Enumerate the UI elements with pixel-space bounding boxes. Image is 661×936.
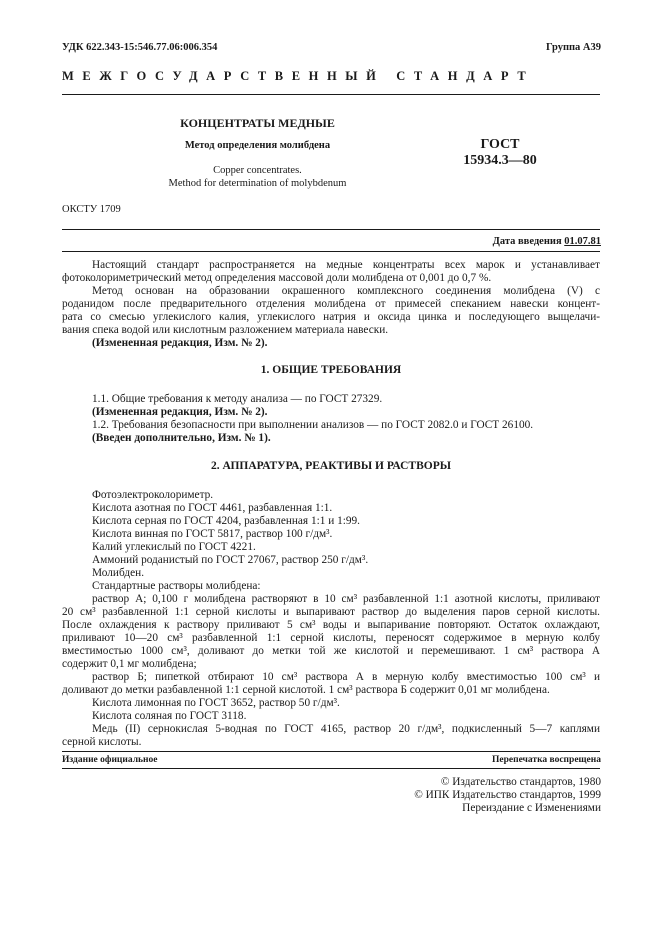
section1-heading: 1. ОБЩИЕ ТРЕБОВАНИЯ (260, 364, 402, 376)
date-value: 01.07.81 (564, 236, 601, 247)
intro-p2-line1: Метод основан на образовании окрашенного комплексного соединения молибдена (V) с (92, 285, 600, 297)
copyright-1980: © Издательство стандартов, 1980 (440, 776, 601, 788)
solution-a-line5: вместимостью 1000 см³, доливают до метки той же кислотой и перемешивают. 1 см³ раствора А (62, 645, 600, 657)
solution-a-line6: содержит 0,1 мг молибдена; (62, 658, 197, 670)
reagent-item: Кислота соляная по ГОСТ 3118. (92, 710, 247, 722)
title-divider (62, 229, 600, 230)
footer-divider-bottom (62, 768, 600, 769)
reagent-item: Аммоний роданистый по ГОСТ 27067, раствор 250 г/дм³. (92, 554, 369, 566)
header-divider (62, 94, 600, 95)
gost-number: 15934.3—80 (463, 153, 537, 168)
title-ru-main: КОНЦЕНТРАТЫ МЕДНЫЕ (180, 116, 335, 130)
intro-p2-line3: рата со смесью углекислого калия, углекислого натрия и оксида цинка и последующего выщелачи- (62, 311, 600, 323)
reagent-item: Кислота азотная по ГОСТ 4461, разбавленная 1:1. (92, 502, 333, 514)
reprint-prohibited: Перепечатка воспрещена (491, 755, 601, 765)
standard-banner: МЕЖГОСУДАРСТВЕННЫЙ СТАНДАРТ (62, 69, 535, 83)
section1-edit1: (Измененная редакция, Изм. № 2). (92, 406, 268, 418)
copyright-1999: © ИПК Издательство стандартов, 1999 (414, 789, 601, 801)
title-en-line2: Method for determination of molybdenum (168, 178, 347, 189)
reagent-item: Молибден. (92, 567, 145, 579)
date-divider (62, 251, 600, 252)
solution-a-line3: После охлаждения к раствору приливают 5 см³ воды и выпаривание повторяют. Остаток охлаждают, (62, 619, 600, 631)
title-en-line1: Copper concentrates. (213, 165, 302, 176)
solution-b-line1: раствор Б; пипеткой отбирают 10 см³ раствора А в мерную колбу вместимостью 100 см³ и (92, 671, 600, 683)
date-label: Дата введения (492, 236, 562, 247)
introduction-date (493, 236, 601, 247)
reissue-note: Переиздание с Изменениями (462, 802, 601, 814)
reagent-item: Фотоэлектроколориметр. (92, 489, 214, 501)
group-code: Группа А39 (545, 42, 601, 53)
intro-p2-line2: роданидом после предварительного отделения молибдена от примесей спеканием навески концент- (62, 298, 600, 310)
udk-code: УДК 622.343-15:546.77.06:006.354 (62, 42, 218, 53)
section1-item1: 1.1. Общие требования к методу анализа — по ГОСТ 27329. (92, 393, 383, 405)
intro-edit-note: (Измененная редакция, Изм. № 2). (92, 337, 268, 349)
reagent-item: Стандартные растворы молибдена: (92, 580, 261, 592)
intro-p1-line1: Настоящий стандарт распространяется на медные концентраты всех марок и устанавливает (92, 259, 600, 271)
section2-heading: 2. АППАРАТУРА, РЕАКТИВЫ И РАСТВОРЫ (210, 460, 452, 472)
footer-divider (62, 751, 600, 752)
section1-edit2: (Введен дополнительно, Изм. № 1). (92, 432, 271, 444)
intro-p1-line2: фотоколориметрический метод определения массовой доли молибдена от 0,001 до 0,7 %. (62, 272, 492, 284)
intro-p2-line4: вания спека водой или кислотным разложением материала навески. (62, 324, 389, 336)
solution-a-line2: 20 см³ разбавленной 1:1 серной кислоты и выпаривают раствор до выделения паров серной кислоты. (62, 606, 600, 618)
solution-a-line1: раствор А; 0,100 г молибдена растворяют в 10 см³ разбавленной 1:1 азотной кислоты, приливают (92, 593, 600, 605)
title-ru-sub: Метод определения молибдена (184, 140, 331, 151)
reagent-item: Кислота винная по ГОСТ 5817, раствор 100 г/дм³. (92, 528, 333, 540)
reagent-item: Кислота серная по ГОСТ 4204, разбавленная 1:1 и 1:99. (92, 515, 360, 527)
official-edition: Издание официальное (62, 755, 158, 765)
solution-a-line4: приливают 10—20 см³ разбавленной 1:1 серной кислоты, переносят содержимое в мерную колбу (62, 632, 600, 644)
reagent-item: Калий углекислый по ГОСТ 4221. (92, 541, 256, 553)
copper-sulfate-line1: Медь (II) сернокислая 5-водная по ГОСТ 4165, раствор 20 г/дм³, подкисленный 5—7 каплями (92, 723, 600, 735)
section1-item2: 1.2. Требования безопасности при выполнении анализов — по ГОСТ 2082.0 и ГОСТ 26100. (92, 419, 534, 431)
copper-sulfate-line2: серной кислоты. (62, 736, 142, 748)
okstu-code: ОКСТУ 1709 (62, 204, 121, 215)
solution-b-line2: доливают до метки разбавленной 1:1 серной кислотой. 1 см³ раствора Б содержит 0,01 мг молибдена. (62, 684, 550, 696)
gost-label: ГОСТ (480, 137, 520, 152)
reagent-item: Кислота лимонная по ГОСТ 3652, раствор 50 г/дм³. (92, 697, 340, 709)
